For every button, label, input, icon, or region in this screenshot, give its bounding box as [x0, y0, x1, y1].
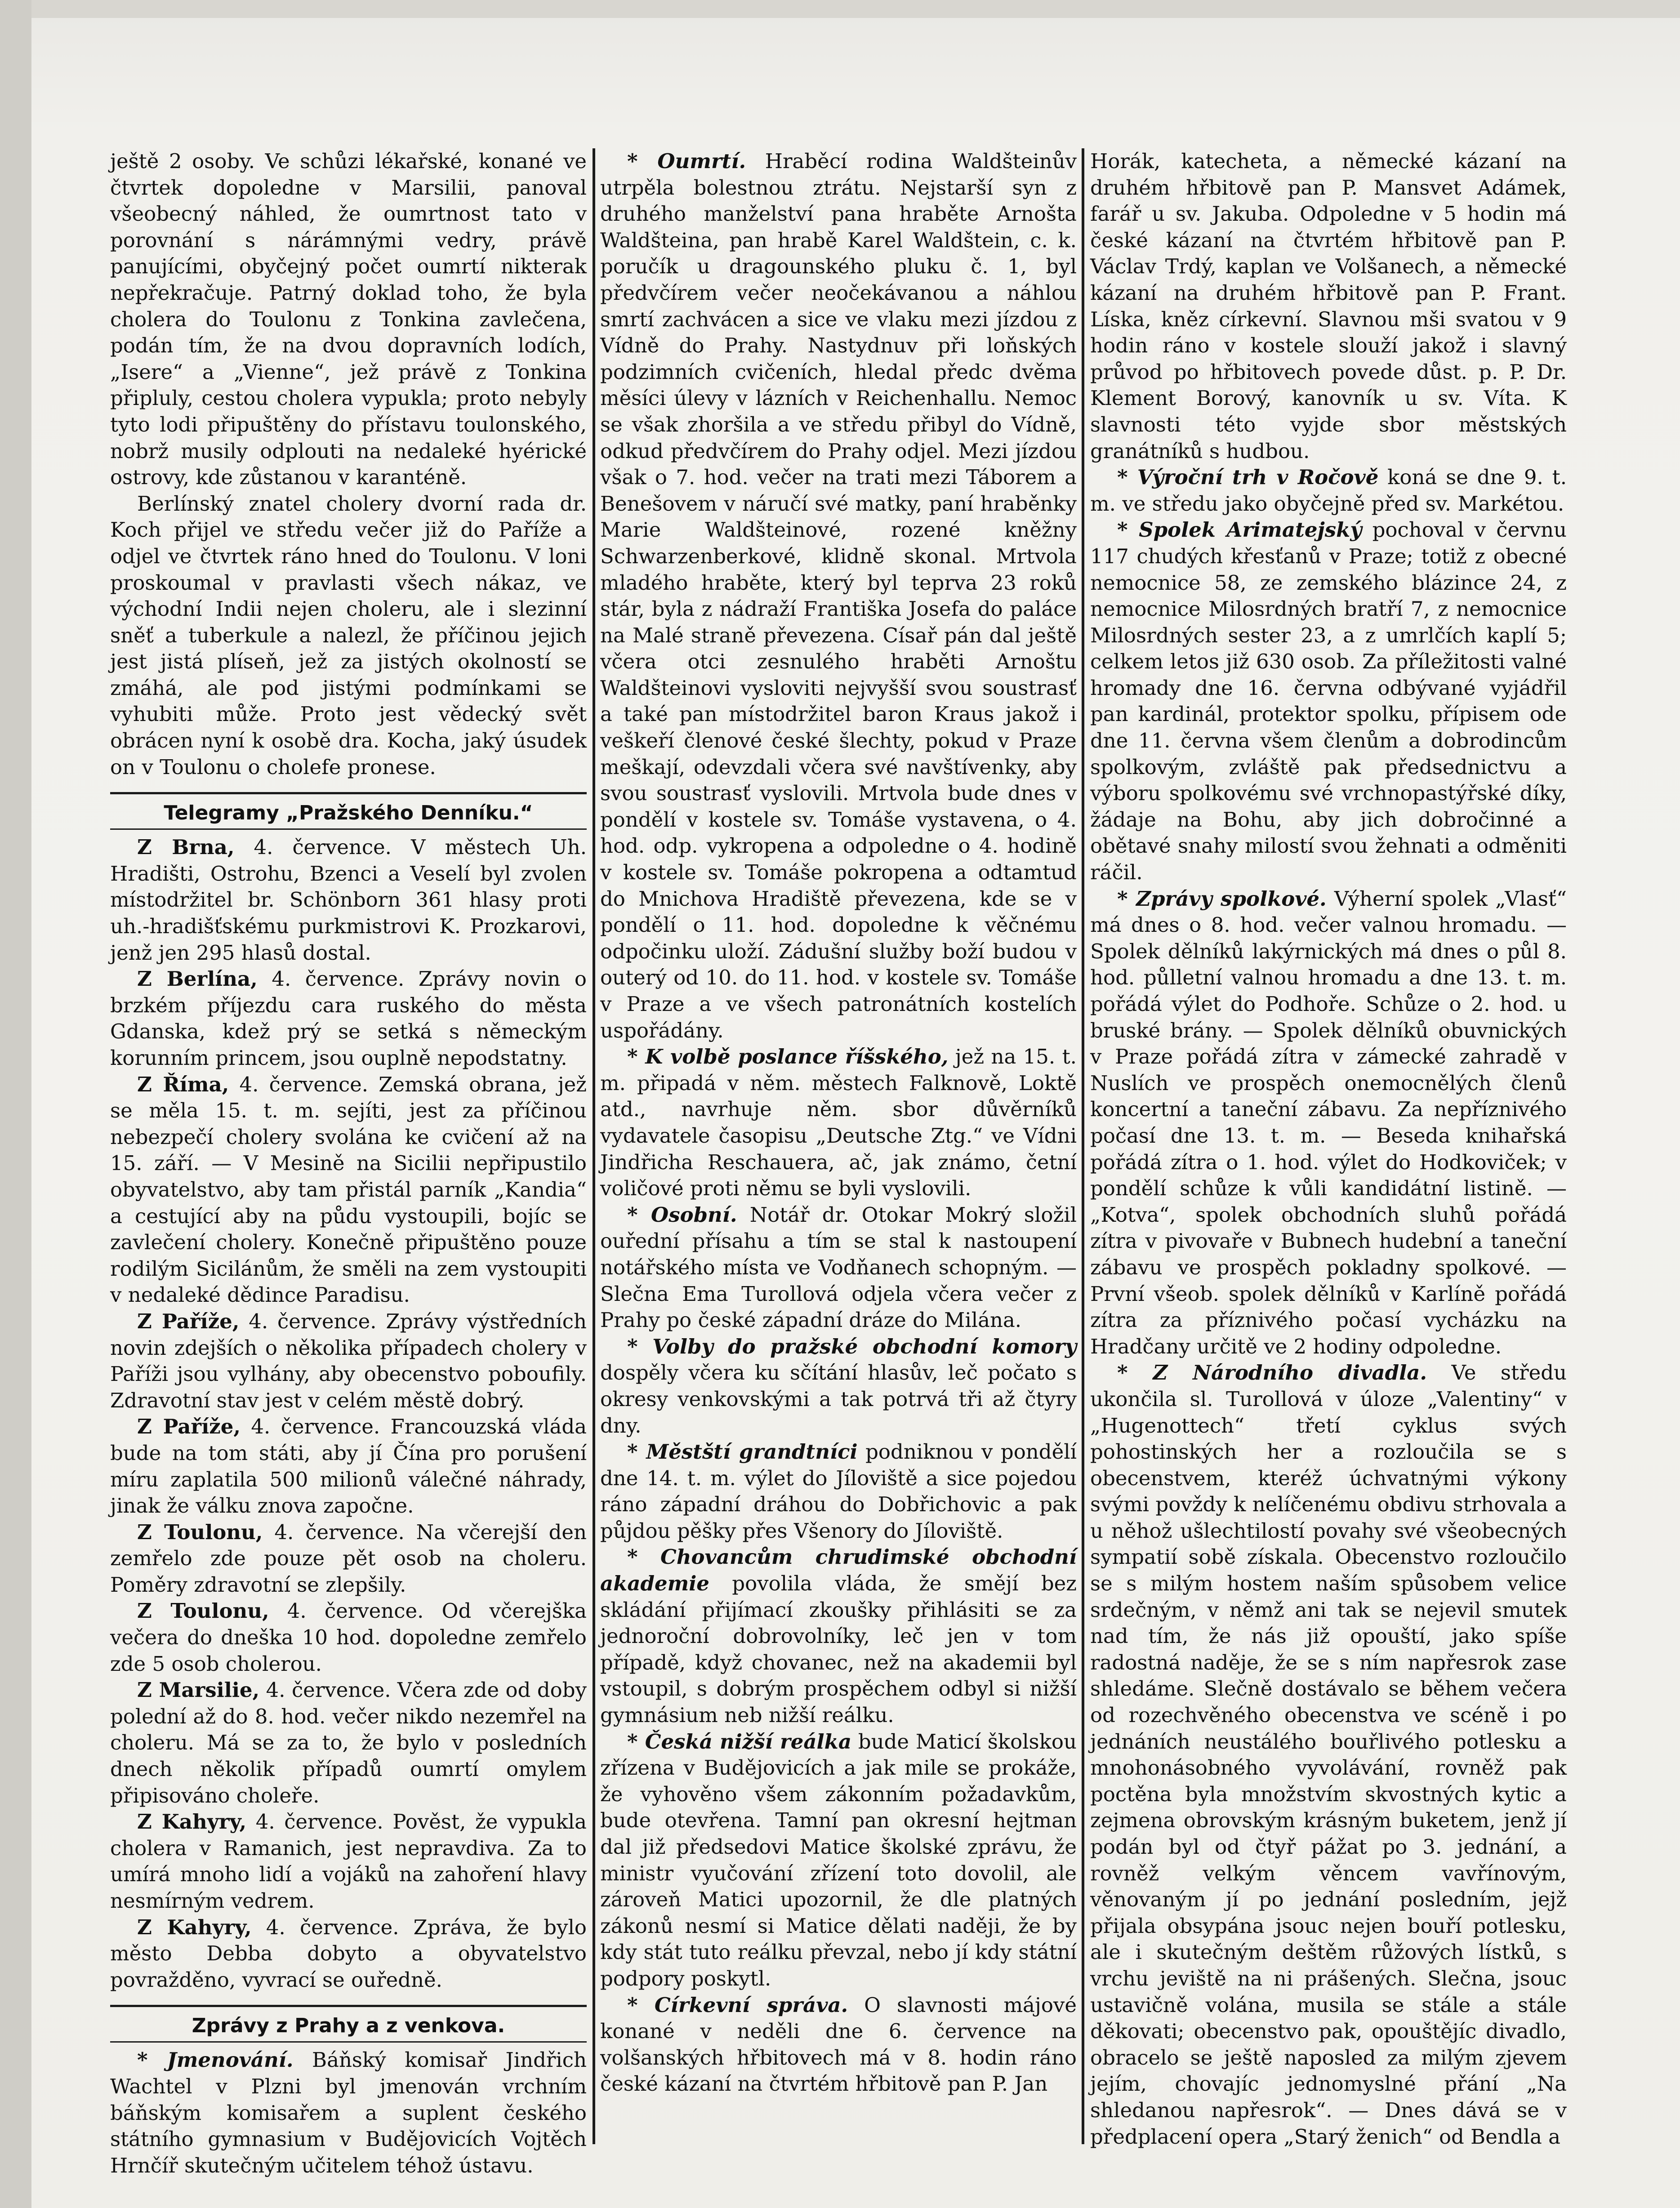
news-item [600, 1992, 1077, 2097]
news-item-text: pochoval v červnu 117 chudých křesťanů v Praze; totiž z obecné nemocnice 58, ze zemského blázince 24, z nemocnice Milosrdných bratří 7, z nemocnice Milosrdných sester 23, a z umrlčích kaplí 5; celkem letos již 630 osob. Za příležitosti valné hromady dne 16. června odbývané vyjádřil pan kardinál, protektor spolku, přípisem ode dne 11. června všem členům a dobrodincům spolkovým, zvláště pak předsednictvu a výboru spolkovému své vrchnopastýřské díky, žádaje na Bohu, aby jich dobročinné a obětavé snahy milostí svou žehnati a odměniti ráčil. [1090, 518, 1567, 885]
news-item-text: jež na 15. t. m. připadá v něm. městech Falknově, Loktě atd., navrhuje něm. sbor důvěrníků vydavatele časopisu „Deutsche Ztg.“ ve Vídni Jindřicha Reschauera, ač, jak známo, četní voličové proti němu se byli vyslovili. [600, 1045, 1077, 1201]
telegram-place: Z Toulonu, [137, 1520, 263, 1544]
article-paragraph: Horák, katecheta, a německé kázaní na druhém hřbitově pan P. Mansvet Adámek, farář u sv. Jakuba. Odpoledne v 5 hodin má české kázaní na čtvrtém hřbitově pan P. Václav Trdý, kaplan ve Volšanech, a německé kázaní na druhém hřbitově pan P. Frant. Líska, kněz církevní. Slavnou mši svatou v 9 hodin ráno v kostele slouží jakož i slavný průvod po hřbitovech povede důst. p. P. Dr. Klement Borový, kanovník u sv. Víta. K slavnosti této vyjde sbor městských granátníků s hudbou. [1090, 149, 1567, 463]
telegram-item [110, 1914, 587, 1994]
column-right [1090, 148, 1567, 2149]
news-item-title: * Česká nižší reálka [627, 1729, 851, 1754]
news-item-title: * Chovancům chrudimské obchodní akademie [600, 1545, 1077, 1596]
telegram-item [110, 834, 587, 966]
news-item-title: * Výroční trh v Ročově [1117, 465, 1379, 490]
telegram-text: 4. července. Pověst, že vypukla cholera v Ramanich, jest nepravdiva. Za to umírá mnoho lidí a vojáků na zahoření hlavy nesmírným vedrem. [110, 1810, 587, 1913]
telegram-place: Z Marsilie, [137, 1678, 260, 1702]
news-item-text: Ve středu ukončila sl. Turollová v úloze „Valentiny“ v „Hugenottech“ třetí cyklus svých pohostinských her a rozloučila se s obecenstvem, kteréž úchvatnými výkony svými povždy k nelíčenému obdivu strhovala a u něhož ušlechtilostí povahy své všeobecných sympatií sobě získala. Obecenstvo rozloučilo se s milým hostem naším spůsobem velice srdečným, v němž ani tak se nejevil smutek nad tím, že nás již opouští, jako spíše radostná naděje, že se s ním napřesrok zase shledáme. Slečně dostávalo se během večera od rozechvěného obecenstva ve scéně i po jednáních neustálého bouřlivého potlesku a mnohonásobného vyvolávání, rovněž pak poctěna byla množstvím skvostných kytic a zejmena obrovským krásným buketem, jenž jí podán byl od čtyř pážat po 3. jednání, a rovněž velkým věncem vavřínovým, věnovaným jí po jednání posledním, jejž přijala obsypána jsouc nejen bouří potlesku, ale i skutečným deštěm růžových lístků, s vrchu jeviště na ni prášených. Slečna, jsouc ustavičně volána, musila se stále a stále děkovati; obecenstvo pak, opouštějíc divadlo, obracelo se ještě naposled za milým zjevem jejím, chovajíc jednomyslné přání „Na shledanou napřesrok“. — Dnes dává se v předplacení opera „Starý ženich“ od Bendla a [1090, 1361, 1567, 2149]
news-item-text: dospěly včera ku sčítání hlasův, leč počato s okresy venkovskými a tak potrvá tři až čtyry dny. [600, 1361, 1077, 1438]
news-item [1090, 1360, 1567, 2150]
news-item-title: * Osobní. [627, 1202, 737, 1227]
telegram-place: Z Toulonu, [137, 1599, 269, 1623]
news-item [600, 148, 1077, 1044]
column-middle [600, 148, 1077, 2144]
scan-top-margin [0, 0, 1680, 18]
news-item-text: Báňský komisař Jindřich Wachtel v Plzni byl jmenován vrchním báňským komisařem a suplent českého státního gymnasium v Budějovicích Vojtěch Hrnčíř skutečným učitelem téhož ústavu. [110, 2048, 587, 2177]
news-item-text: Výherní spolek „Vlasť“ má dnes o 8. hod. večer valnou hromadu. — Spolek dělníků lakýrnických má dnes o půl 8. hod. půlletní valnou hromadu a dne 13. t. m. pořádá výlet do Podhoře. Schůze o 2. hod. u bruské brány. — Spolek dělníků obuvnických v Praze pořádá zítra v zámecké zahradě v Nuslích ve prospěch onemocnělých členů koncertní a taneční zábavu. Za nepříznivého počasí dne 13. t. m. — Beseda knihařská pořádá zítra o 1. hod. výlet do Hodkoviček; v pondělí schůze k vůli kandidátní listině. — „Kotva“, spolek obchodních sluhů pořádá zítra v pivovaře v Bubnech hudební a taneční zábavu ve prospěch pokladny spolkové. — První všeob. spolek dělníků v Karlíně pořádá zítra za příznivého počasí vycházku na Hradčany určitě ve 2 hodiny odpoledne. [1090, 886, 1567, 1358]
scan-left-margin [0, 0, 31, 2208]
news-item-title: * Církevní správa. [627, 1993, 848, 2017]
news-item-title: * Zprávy spolkové. [1117, 886, 1327, 911]
news-item-title: * Oumrtí. [627, 149, 746, 173]
column-left [110, 148, 587, 2177]
news-item-text: O slavnosti májové konané v neděli dne 6. července na volšanských hřbitovech má v 8. hodin ráno české kázaní na čtvrtém hřbitově pan P. Jan [600, 1993, 1077, 2096]
telegram-item [110, 1519, 587, 1598]
news-item [600, 1044, 1077, 1202]
section-heading-telegrams: Telegramy „Pražského Denníku.“ [110, 792, 587, 830]
news-item [600, 1439, 1077, 1544]
telegram-item [110, 1414, 587, 1519]
column-divider [1082, 148, 1084, 2144]
telegram-item [110, 1072, 587, 1309]
news-item [1090, 886, 1567, 1360]
telegram-text: 4. července. Francouzská vláda bude na tom státi, aby jí Čína pro porušení míru zaplatila 500 milionů válečné náhrady, jinak že válku znova započne. [110, 1415, 587, 1518]
news-item-text: bude Maticí školskou zřízena v Budějovicích a jak mile se prokáže, že vyhověno všem zákonním požadavkům, bude otevřena. Tamní pan okresní hejtman dal již předsedovi Matice školské zprávu, že ministr vyučování zřízení toto dovolil, ale zároveň Matici upozornil, že dle platných zákonů nesmí si Matice dělati naději, že by kdy stát tuto reálku převzal, nebo jí kdy státní podpory poskytl. [600, 1729, 1077, 1990]
news-item [600, 1334, 1077, 1439]
news-item-text: povolila vláda, že smějí bez skládání přijímací zkoušky přihlásiti se za jednoroční dobrovolníky, leč jen v tom případě, když chovanec, než na akademii byl vstoupil, s dobrým prospěchem odbyl si nižší gymnásium neb nižší reálku. [600, 1571, 1077, 1727]
telegram-place: Z Kahyry, [137, 1810, 247, 1834]
telegram-place: Z Paříže, [137, 1309, 240, 1333]
news-item [110, 2047, 587, 2179]
news-item-text: podniknou v pondělí dne 14. t. m. výlet do Jíloviště a sice pojedou ráno západní dráhou do Dobřichovic a pak půjdou pěšky přes Všenory do Jíloviště. [600, 1440, 1077, 1543]
telegram-item [110, 1598, 587, 1677]
news-item-title: * Z Národního divadla. [1117, 1361, 1427, 1385]
news-item-text: Hraběcí rodina Waldšteinův utrpěla bolestnou ztrátu. Nejstarší syn z druhého manželství pana hraběte Arnošta Waldšteina, pan hrabě Karel Waldštein, c. k. poručík u dragounského pluku č. 1, byl předvčírem večer neočekávanou a náhlou smrtí zachvácen a sice ve vlaku mezi jízdou z Vídně do Prahy. Nastydnuv při loňských podzimních cvičeních, hledal předc dvěma měsíci úlevy v lázních v Reichenhallu. Nemoc se však zhoršila a ve středu přibyl do Vídně, odkud předvčírem do Prahy odjel. Mezi jízdou však o 7. hod. večer na trati mezi Táborem a Benešovem v náručí své matky, paní hraběnky Marie Waldšteinové, rozené kněžny Schwarzenberkové, klidně skonal. Mrtvola mladého hraběte, který byl teprva 23 roků stár, byla z nádraží Františka Josefa do paláce na Malé straně převezena. Císař pán dal ještě včera otci zesnulého hraběti Arnoštu Waldšteinovi vysloviti nejvyšší svou soustrasť a také pan místodržitel baron Kraus jakož i veškeří členové české šlechty, pokud v Praze meškají, odevzdali včera své navštívenky, aby svou soustrasť vyslovili. Mrtvola bude dnes v pondělí v kostele sv. Tomáše vystavena, o 4. hod. odp. vykropena a odpoledne o 4. hodině v kostele sv. Tomáše pokropena a odtamtud do Mnichova Hradiště převezena, kde se v pondělí o 11. hod. dopoledne k věčnému odpočinku uloží. Zádušní služby boží budou v outerý od 10. do 11. hod. v kostele sv. Tomáše v Praze a ve všech patronátních kostelích uspořádány. [600, 149, 1077, 1042]
news-item-title: * Městští grandtníci [627, 1440, 858, 1464]
telegram-text: 4. července. Zprávy výstředních novin zdejších o několika případech cholery v Paříži jsou vylhány, aby obecenstvo poboufily. Zdravotní stav jest v celém městě dobrý. [110, 1309, 587, 1412]
news-item [600, 1544, 1077, 1728]
news-item-title: * K volbě poslance říšského, [627, 1045, 949, 1069]
telegram-text: 4. července. Včera zde od doby polední až do 8. hod. večer nikdo nezemřel na choleru. Má se za to, že bylo v posledních dnech několik případů oumrtí omylem připisováno choleře. [110, 1678, 587, 1807]
news-item [1090, 517, 1567, 886]
news-item-title: * Volby do pražské obchodní komory [627, 1334, 1077, 1358]
telegram-place: Z Kahyry, [137, 1915, 252, 1939]
news-item-text: koná se dne 9. t. m. ve středu jako obyčejně před sv. Markétou. [1090, 465, 1567, 516]
telegram-item [110, 1309, 587, 1414]
article-paragraph: Berlínský znatel cholery dvorní rada dr. Koch přijel ve středu večer již do Paříže a odjel ve čtvrtek ráno hned do Toulonu. V loni proskoumal v pravlasti všech nákaz, ve východní Indii nejen choleru, ale i slezinní sněť a tuberkule a nalezl, že příčinou jejich jest jistá plíseň, jež za jistých okolností se zmáhá, ale pod jistými podmínkami se vyhubiti může. Proto jest vědecký svět obrácen nyní k osobě dra. Kocha, jaký úsudek on v Toulonu o cholefe pronese. [110, 491, 587, 779]
telegram-place: Z Berlína, [137, 967, 258, 991]
article-paragraph: ještě 2 osoby. Ve schůzi lékařské, konané ve čtvrtek dopoledne v Marsilii, panoval všeobecný náhled, že oumrtnost tato v porovnání s nárámnými vedry, právě panujícími, obyčejný počet oumrtí nikterak nepřekračuje. Patrný doklad toho, že byla cholera do Toulonu z Tonkina zavlečena, podán tím, že na dvou dopravních lodích, „Isere“ a „Vienne“, jež právě z Tonkina připluly, cestou cholera vypukla; proto nebyly tyto lodi připuštěny do přístavu toulonského, nobrž musily odplouti na nedaleké hyérické ostrovy, kde zůstanou v karanténě. [110, 149, 587, 490]
news-item [600, 1202, 1077, 1334]
telegram-text: 4. července. Zemská obrana, jež se měla 15. t. m. sejíti, jest za příčinou nebezpečí cholery svolána ke cvičení až na 15. září. — V Mesině na Sicilii nepřipustilo obyvatelstvo, aby tam přistál parník „Kandia“ a cestující aby na půdu vystoupili, bojíc se zavlečení cholery. Konečně připuštěno pouze rodilým Sicilánům, že směli na zem vystoupiti v nedaleké dědince Paradisu. [110, 1072, 587, 1307]
telegram-item [110, 1677, 587, 1809]
news-item [1090, 464, 1567, 517]
telegram-text: 4. července. V městech Uh. Hradišti, Ostrohu, Bzenci a Veselí byl zvolen místodržitel br. Schönborn 361 hlasy proti uh.-hradišťskému purkmistrovi K. Prozkarovi, jenž jen 295 hlasů dostal. [110, 835, 587, 965]
telegram-place: Z Říma, [137, 1072, 229, 1096]
telegram-text: 4. července. Od včerejška večera do dneška 10 hod. dopoledne zemřelo zde 5 osob cholerou. [110, 1599, 587, 1676]
telegram-text: 4. července. Zprávy novin o brzkém příjezdu cara ruského do města Gdanska, kdež prý se setká s německým korunním princem, jsou ouplně nepodstatny. [110, 967, 587, 1070]
section-heading-prague-news: Zprávy z Prahy a z venkova. [110, 2005, 587, 2043]
telegram-text: 4. července. Zpráva, že bylo město Debba dobyto a obyvatelstvo povražděno, vyvrací se ouředně. [110, 1915, 587, 1992]
column-divider [593, 148, 595, 2144]
news-item [600, 1729, 1077, 1992]
news-item-title: * Spolek Arimatejský [1117, 518, 1362, 542]
telegram-item [110, 1809, 587, 1914]
telegram-place: Z Paříže, [137, 1415, 241, 1439]
telegram-place: Z Brna, [137, 835, 235, 859]
telegram-item [110, 966, 587, 1071]
telegram-text: 4. července. Na včerejší den zemřelo zde pouze pět osob na choleru. Poměry zdravotní se zlepšily. [110, 1520, 587, 1597]
news-item-title: * Jmenování. [137, 2048, 294, 2072]
news-item-text: Notář dr. Otokar Mokrý složil ouřední přísahu a tím se stal k nastoupení notářského místa ve Vodňanech schopným. — Slečna Ema Turollová odjela včera večer z Prahy po české západní dráze do Milána. [600, 1202, 1077, 1332]
